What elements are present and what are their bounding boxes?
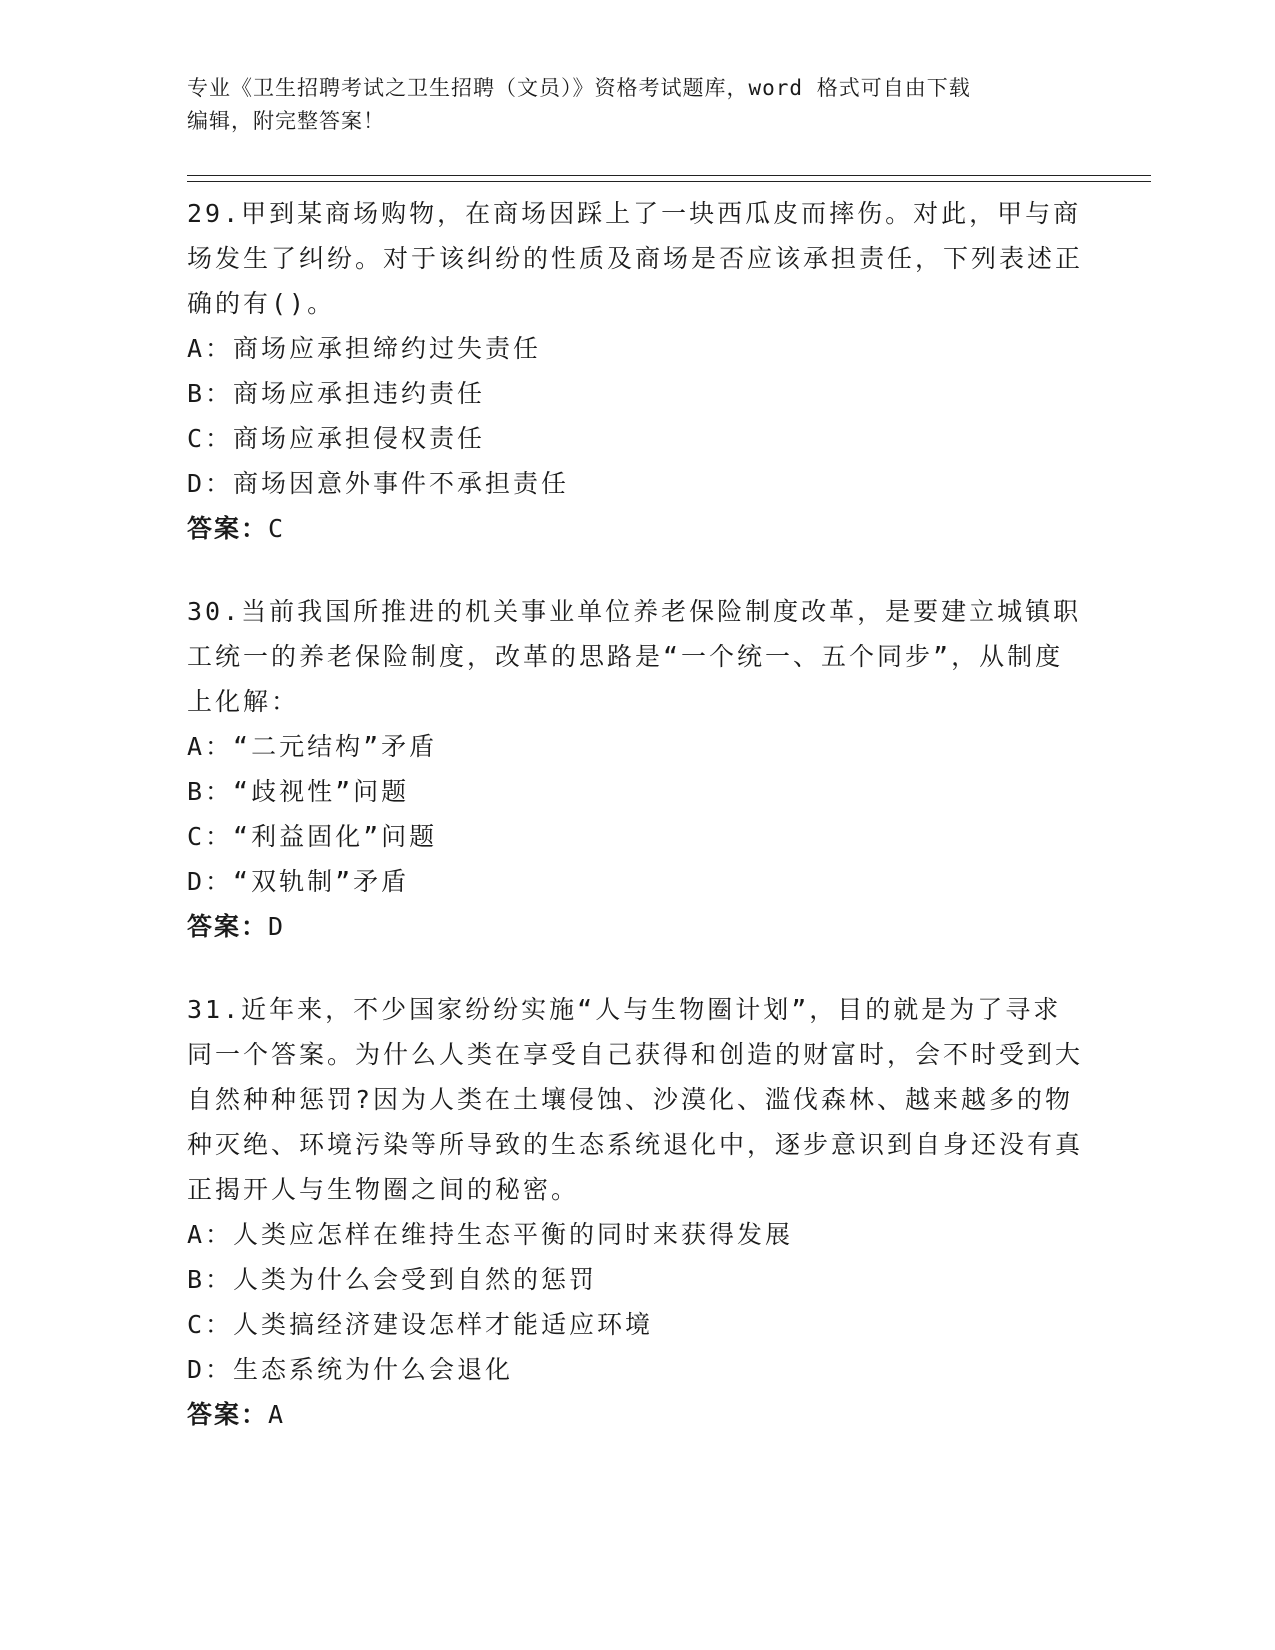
- question-30: [187, 589, 1087, 949]
- question-list: [187, 191, 1087, 1475]
- option-b: B：商场应承担违约责任: [187, 379, 486, 408]
- option-a: A：“二元结构”矛盾: [187, 732, 438, 761]
- header-divider-bottom: [187, 181, 1151, 182]
- option-b: B：人类为什么会受到自然的惩罚: [187, 1265, 598, 1294]
- document-header: [187, 72, 1087, 138]
- answer-value: A: [268, 1400, 286, 1429]
- header-line-1: 专业《卫生招聘考试之卫生招聘（文员）》资格考试题库，word 格式可自由下载: [187, 76, 971, 100]
- answer-value: D: [268, 912, 286, 941]
- answer-line: [187, 506, 1087, 551]
- option-c: C：“利益固化”问题: [187, 822, 438, 851]
- option-list: [187, 326, 1087, 506]
- header-line-2: 编辑，附完整答案！: [187, 109, 385, 133]
- answer-label: 答案：: [187, 1400, 269, 1429]
- question-29: [187, 191, 1087, 551]
- question-stem: 29.甲到某商场购物，在商场因踩上了一块西瓜皮而摔伤。对此，甲与商场发生了纠纷。对于该纠纷的性质及商场是否应该承担责任，下列表述正确的有()。: [187, 199, 1084, 318]
- option-c: C：人类搞经济建设怎样才能适应环境: [187, 1310, 654, 1339]
- option-c: C：商场应承担侵权责任: [187, 424, 486, 453]
- option-a: A：人类应怎样在维持生态平衡的同时来获得发展: [187, 1220, 794, 1249]
- answer-label: 答案：: [187, 514, 269, 543]
- answer-value: C: [268, 514, 286, 543]
- question-31: [187, 987, 1087, 1437]
- answer-label: 答案：: [187, 912, 269, 941]
- option-list: [187, 724, 1087, 904]
- option-b: B：“歧视性”问题: [187, 777, 410, 806]
- option-d: D：生态系统为什么会退化: [187, 1355, 514, 1384]
- answer-line: [187, 1392, 1087, 1437]
- question-stem: 31.近年来，不少国家纷纷实施“人与生物圈计划”，目的就是为了寻求同一个答案。为什么人类在享受自己获得和创造的财富时，会不时受到大自然种种惩罚?因为人类在土壤侵蚀、沙漠化、滥伐森林、越来越多的物种灭绝、环境污染等所导致的生态系统退化中，逐步意识到自身还没有真正揭开人与生物圈之间的秘密。: [187, 995, 1084, 1204]
- header-divider-top: [187, 175, 1151, 176]
- option-d: D：“双轨制”矛盾: [187, 867, 410, 896]
- option-list: [187, 1212, 1087, 1392]
- answer-line: [187, 904, 1087, 949]
- question-stem: 30.当前我国所推进的机关事业单位养老保险制度改革，是要建立城镇职工统一的养老保险制度，改革的思路是“一个统一、五个同步”，从制度上化解：: [187, 597, 1082, 716]
- option-d: D：商场因意外事件不承担责任: [187, 469, 570, 498]
- option-a: A：商场应承担缔约过失责任: [187, 334, 542, 363]
